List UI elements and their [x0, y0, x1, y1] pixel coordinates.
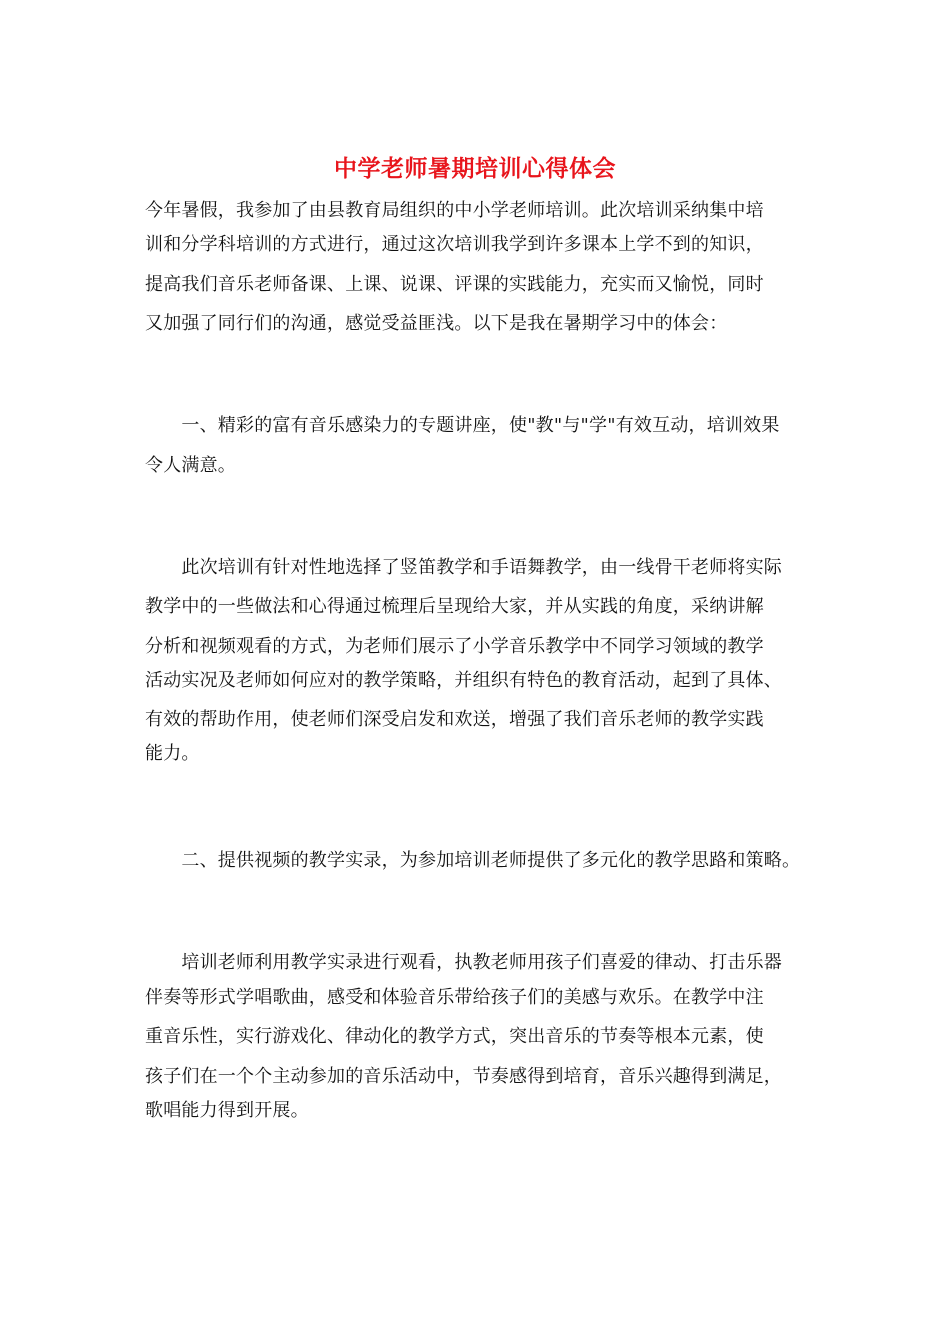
paragraph-4-line-1: 二、提供视频的教学实录，为参加培训老师提供了多元化的教学思路和策略。: [145, 850, 801, 871]
paragraph-1-line-1: 今年暑假，我参加了由县教育局组织的中小学老师培训。此次培训采纳集中培: [145, 200, 764, 221]
paragraph-3-line-5: 有效的帮助作用，使老师们深受启发和欢送，增强了我们音乐老师的教学实践: [145, 709, 764, 730]
paragraph-3-line-3: 分析和视频观看的方式，为老师们展示了小学音乐教学中不同学习领域的教学: [145, 636, 764, 657]
paragraph-3-line-4: 活动实况及老师如何应对的教学策略，并组织有特色的教育活动，起到了具体、: [145, 670, 782, 691]
paragraph-2-line-1: 一、精彩的富有音乐感染力的专题讲座，使"教"与"学"有效互动，培训效果: [145, 415, 780, 436]
document-title: 中学老师暑期培训心得体会: [334, 155, 616, 182]
paragraph-5-line-4: 孩子们在一个个主动参加的音乐活动中，节奏感得到培育，音乐兴趣得到满足，: [145, 1066, 782, 1087]
paragraph-5-line-2: 伴奏等形式学唱歌曲，感受和体验音乐带给孩子们的美感与欢乐。在教学中注: [145, 987, 764, 1008]
paragraph-5-line-3: 重音乐性，实行游戏化、律动化的教学方式，突出音乐的节奏等根本元素，使: [145, 1026, 764, 1047]
paragraph-5-line-1: 培训老师利用教学实录进行观看，执教老师用孩子们喜爱的律动、打击乐器: [145, 952, 782, 973]
paragraph-3-line-1: 此次培训有针对性地选择了竖笛教学和手语舞教学，由一线骨干老师将实际: [145, 557, 782, 578]
paragraph-3-line-2: 教学中的一些做法和心得通过梳理后呈现给大家，并从实践的角度，采纳讲解: [145, 596, 764, 617]
paragraph-3-line-6: 能力。: [145, 743, 200, 764]
paragraph-1-line-4: 又加强了同行们的沟通，感觉受益匪浅。以下是我在暑期学习中的体会：: [145, 313, 728, 334]
paragraph-5-line-5: 歌唱能力得到开展。: [145, 1100, 309, 1121]
paragraph-1-line-3: 提高我们音乐老师备课、上课、说课、评课的实践能力，充实而又愉悦，同时: [145, 274, 764, 295]
paragraph-1-line-2: 训和分学科培训的方式进行，通过这次培训我学到许多课本上学不到的知识，: [145, 234, 764, 255]
paragraph-2-line-2: 令人满意。: [145, 455, 236, 476]
